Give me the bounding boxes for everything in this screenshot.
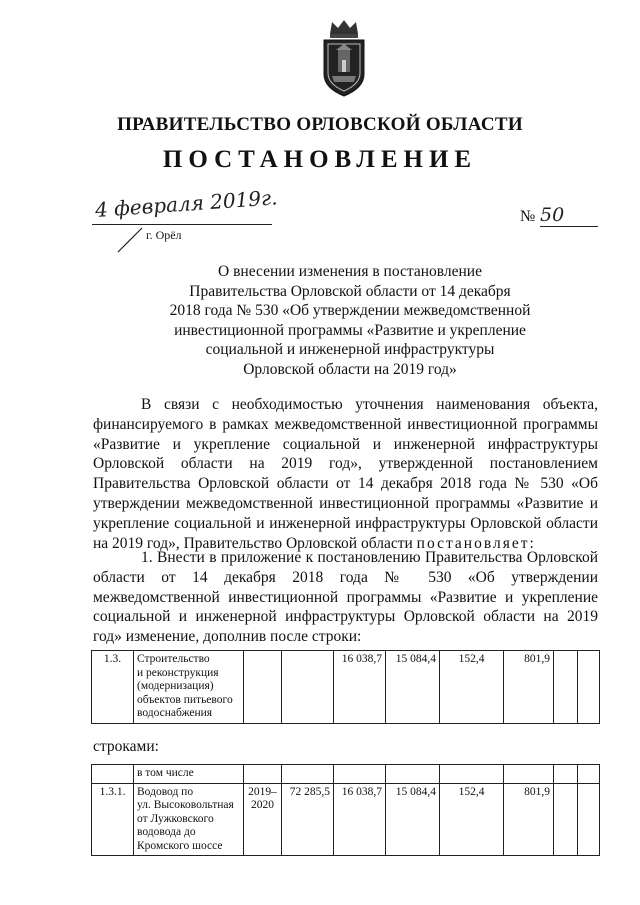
value-cell: 15 084,4 xyxy=(386,783,440,856)
empty-cell xyxy=(578,651,600,724)
new-rows-table xyxy=(91,764,600,856)
rows-label: строками: xyxy=(93,738,159,755)
title-line: социальной и инженерной инфраструктуры xyxy=(205,341,495,359)
period-cell xyxy=(244,651,282,724)
row-number: 1.3.1. xyxy=(92,783,134,856)
title-line: Правительства Орловской области от 14 декабря xyxy=(189,282,511,300)
clause-1-paragraph xyxy=(93,548,598,647)
empty-cell xyxy=(578,765,600,784)
object-name: Водовод по ул. Высоковольтная от Лужковского водовода до Кромского шоссе xyxy=(134,783,244,856)
table-row xyxy=(92,783,600,856)
value-cell: 16 038,7 xyxy=(334,783,386,856)
empty-cell xyxy=(554,651,578,724)
decree-action: постановляет: xyxy=(416,534,536,552)
row-number xyxy=(92,765,134,784)
empty-cell xyxy=(578,783,600,856)
value-cell: 72 285,5 xyxy=(282,783,334,856)
empty-cell xyxy=(334,765,386,784)
document-type: ПОСТАНОВЛЕНИЕ xyxy=(162,146,478,173)
period-cell: 2019– 2020 xyxy=(244,783,282,856)
date-underline xyxy=(92,224,272,225)
empty-cell xyxy=(244,765,282,784)
city-name: г. Орёл xyxy=(146,228,182,242)
value-cell: 152,4 xyxy=(440,651,504,724)
empty-cell xyxy=(282,765,334,784)
coat-of-arms-icon xyxy=(318,18,370,98)
original-row-table xyxy=(91,650,600,724)
preamble-paragraph xyxy=(93,395,598,553)
empty-cell xyxy=(554,765,578,784)
value-cell: 16 038,7 xyxy=(334,651,386,724)
empty-cell xyxy=(440,765,504,784)
document-number: 50 xyxy=(540,204,565,226)
document-title xyxy=(140,262,560,380)
object-name: Строительство и реконструкция (модернизация) объектов питьевого водоснабжения xyxy=(134,651,244,724)
row-number: 1.3. xyxy=(92,651,134,724)
clause-1-text: 1. Внести в приложение к постановлению Правительства Орловской области от 14 декабря 2018 года № 530 «Об утверждении межведомственной инвестиционной программы «Развитие и укрепление социальной и инженерной инфраструктуры Орловской области на 2019 год» изменение, дополнив после строки: xyxy=(93,549,598,646)
value-cell: 15 084,4 xyxy=(386,651,440,724)
title-line: О внесении изменения в постановление xyxy=(218,263,482,280)
preamble-text: В связи с необходимостью уточнения наименования объекта, финансируемого в рамках межведомственной инвестиционной программы «Развитие и укрепление социальной и инженерной инфраструктуры Орловской области на 2019 год», утвержденной постановлением Правительства Орловской области от 14 декабря 2018 года № 530 «Об утверждении межведомственной инвестиционной программы «Развитие и укрепление социальной и инженерной инфраструктуры Орловской области на 2019 год», Правительство Орловской области xyxy=(93,396,598,552)
value-cell: 801,9 xyxy=(504,651,554,724)
title-line: Орловской области на 2019 год» xyxy=(243,360,457,378)
title-line: 2018 года № 530 «Об утверждении межведомственной xyxy=(169,302,531,320)
empty-cell xyxy=(504,765,554,784)
table-row xyxy=(92,651,600,724)
title-line: инвестиционной программы «Развитие и укрепление xyxy=(174,321,526,339)
value-cell: 152,4 xyxy=(440,783,504,856)
number-underline xyxy=(540,226,598,227)
empty-cell xyxy=(554,783,578,856)
number-label: № xyxy=(520,208,536,225)
table-row xyxy=(92,765,600,784)
value-cell: 801,9 xyxy=(504,783,554,856)
document-date: 4 февраля 2019г. xyxy=(94,185,279,222)
value-cell xyxy=(282,651,334,724)
object-name: в том числе xyxy=(134,765,244,784)
organization-name: ПРАВИТЕЛЬСТВО ОРЛОВСКОЙ ОБЛАСТИ xyxy=(117,114,523,135)
empty-cell xyxy=(386,765,440,784)
